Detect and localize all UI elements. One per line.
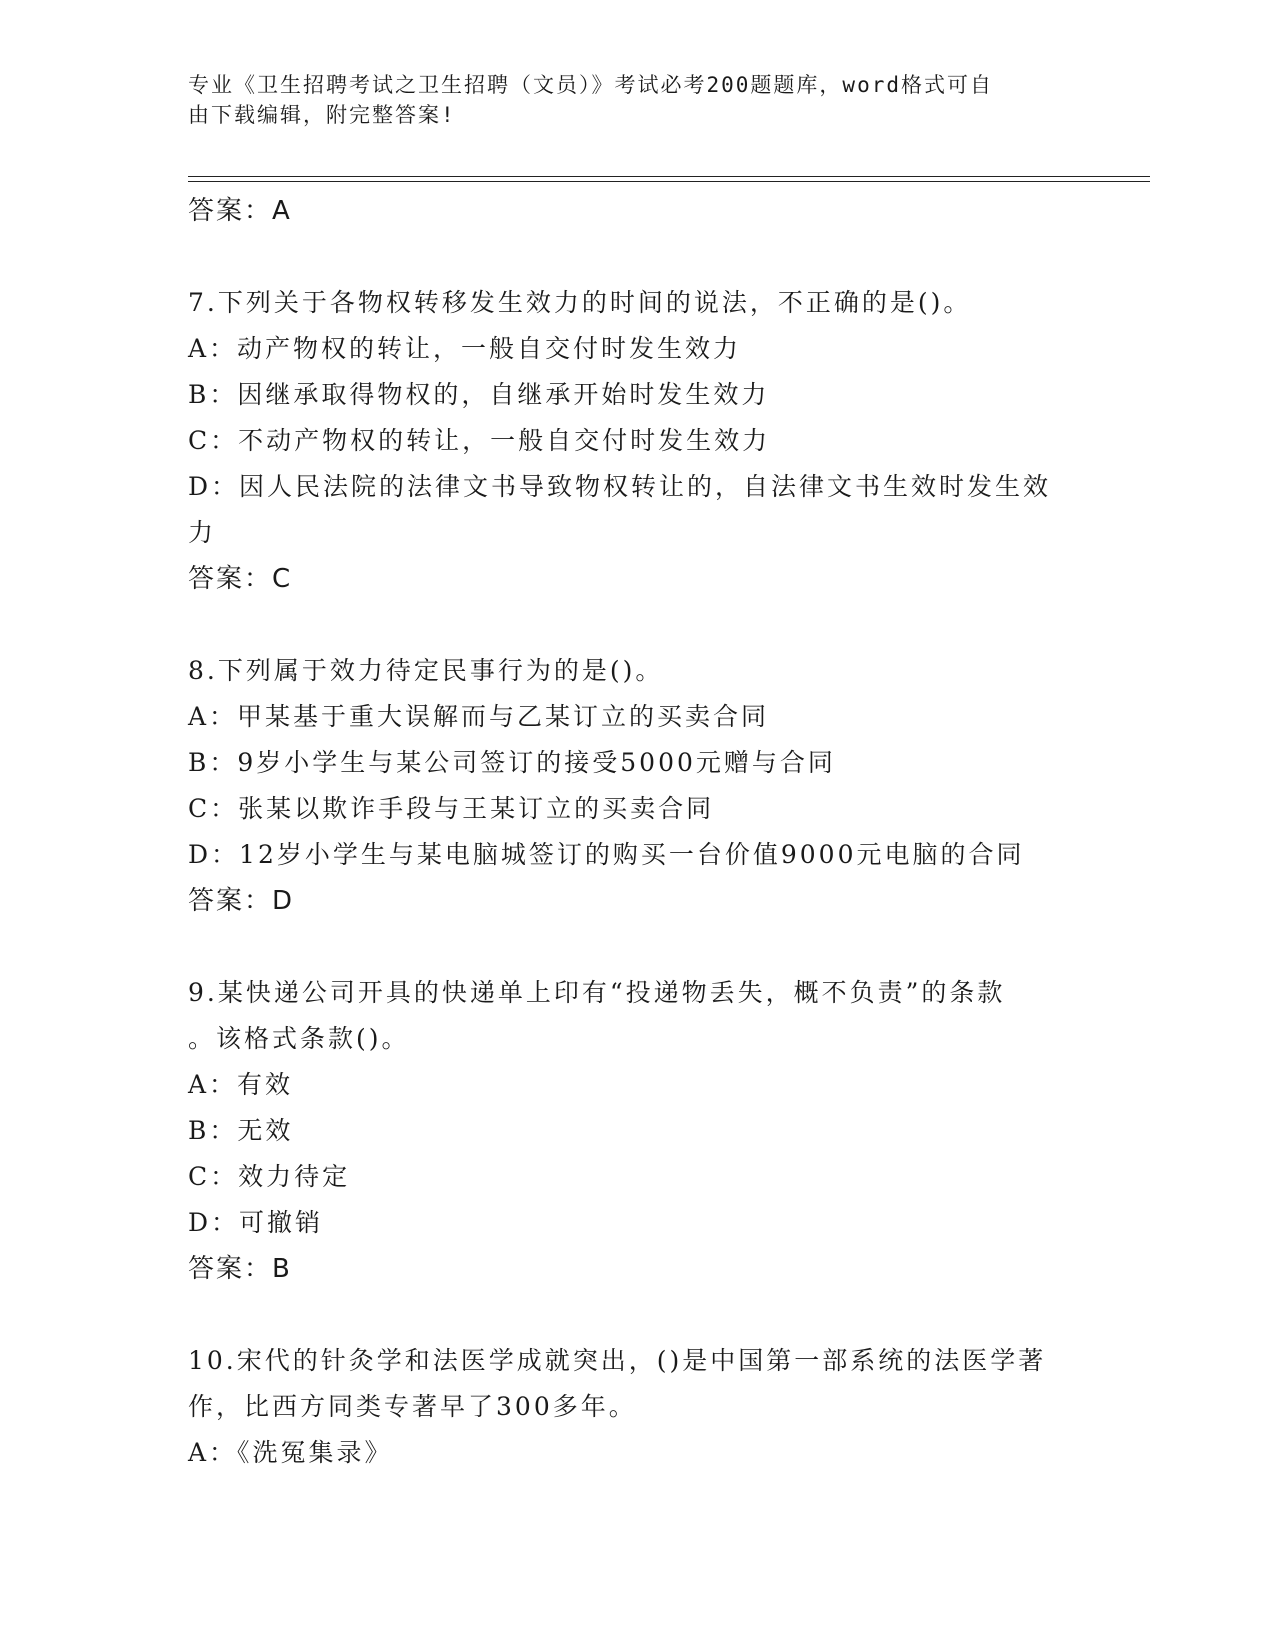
header-rule-top (188, 176, 1150, 177)
option-d-continued: 力 (188, 518, 217, 547)
question-text-continued: 作，比西方同类专著早了300多年。 (188, 1392, 637, 1421)
option-a: A：甲某基于重大误解而与乙某订立的买卖合同 (188, 702, 770, 731)
option-b: B：因继承取得物权的，自继承开始时发生效力 (188, 380, 770, 409)
option-b: B：无效 (188, 1116, 294, 1145)
option-c: C：不动产物权的转让，一般自交付时发生效力 (188, 426, 771, 455)
question-text: 7.下列关于各物权转移发生效力的时间的说法，不正确的是()。 (188, 288, 972, 317)
question-text: 10.宋代的针灸学和法医学成就突出，()是中国第一部系统的法医学著 (188, 1346, 1047, 1375)
answer-line: 答案：C (188, 564, 293, 594)
option-d: D：可撤销 (188, 1208, 324, 1237)
option-c: C：张某以欺诈手段与王某订立的买卖合同 (188, 794, 715, 823)
question-7 (188, 280, 1088, 602)
header-line-2: 由下载编辑，附完整答案! (188, 103, 456, 127)
answer-line: 答案：D (188, 886, 295, 916)
option-a: A：动产物权的转让，一般自交付时发生效力 (188, 334, 742, 363)
option-b: B：9岁小学生与某公司签订的接受5000元赠与合同 (188, 748, 836, 777)
option-a: A：有效 (188, 1070, 294, 1099)
header-rule-bottom (188, 181, 1150, 182)
question-8 (188, 648, 1088, 924)
answer-line: 答案：A (188, 196, 292, 226)
question-9 (188, 970, 1088, 1292)
option-a: A：《洗冤集录》 (188, 1438, 393, 1467)
document-header (188, 70, 1068, 130)
document-body (188, 188, 1088, 1476)
question-text-continued: 。该格式条款()。 (188, 1024, 410, 1053)
question-text: 8.下列属于效力待定民事行为的是()。 (188, 656, 664, 685)
header-line-1: 专业《卫生招聘考试之卫生招聘（文员）》考试必考200题题库，word格式可自 (188, 73, 993, 97)
answer-line: 答案：B (188, 1254, 292, 1284)
option-d: D：因人民法院的法律文书导致物权转让的，自法律文书生效时发生效 (188, 472, 1052, 501)
question-text: 9.某快递公司开具的快递单上印有“投递物丢失，概不负责”的条款 (188, 978, 1006, 1007)
option-d: D：12岁小学生与某电脑城签订的购买一台价值9000元电脑的合同 (188, 840, 1025, 869)
question-10 (188, 1338, 1088, 1476)
option-c: C：效力待定 (188, 1162, 351, 1191)
